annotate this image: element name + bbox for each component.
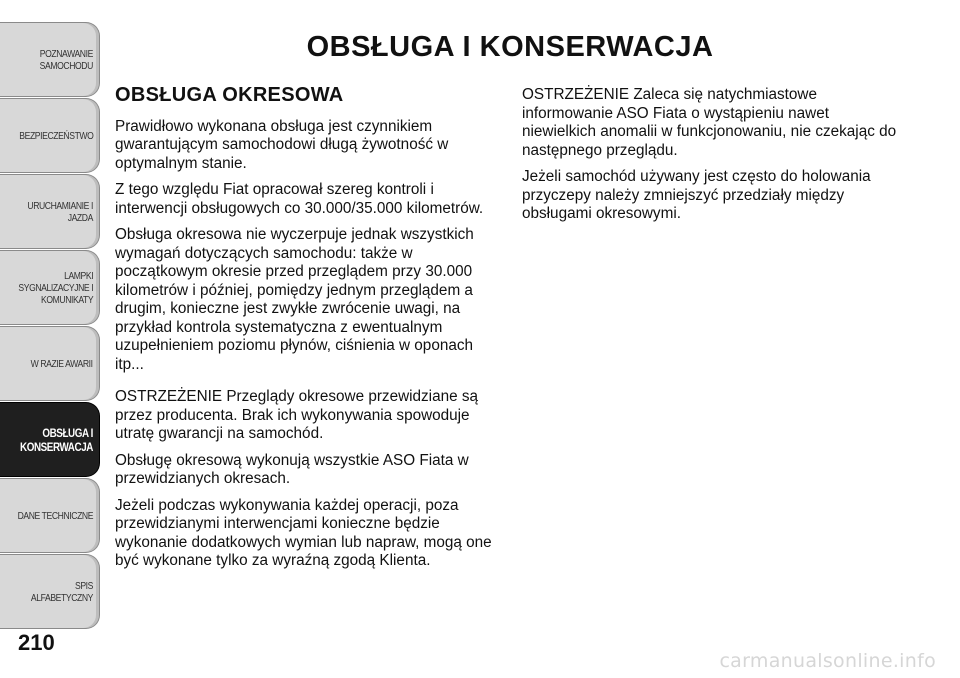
watermark: carmanualsonline.info [719, 650, 936, 672]
chapter-sidebar [0, 22, 100, 630]
tab-label: URUCHAMIANIE I JAZDA [27, 199, 93, 224]
tab-bezpieczenstwo[interactable] [0, 98, 100, 173]
paragraph: Jeżeli podczas wykonywania każdej operacji, poza przewidzianymi interwencjami konieczne będzie wykonanie dodatkowych wymian lub napraw, mogą one być wykonane tylko za wyraźną zgodą Klienta. [115, 496, 492, 569]
tab-label: W RAZIE AWARII [30, 357, 93, 370]
tab-obsluga-i-konserwacja[interactable] [0, 402, 100, 477]
paragraph: Obsługa okresowa nie wyczerpuje jednak wszystkich wymagań dotyczących samochodu: także w początkowym okresie przed przeglądem przy 30.000 kilometrów i później, pomiędzy jednym przeglądem a drugim, konieczne jest zwykłe zwrócenie uwagi, na przykład kontrola systematyczna z ewentualnym uzupełnieniem poziomu płynów, ciśnienia w oponach itp... [115, 226, 474, 373]
section-heading: OBSŁUGA OKRESOWA [115, 84, 344, 106]
tab-dane-techniczne[interactable] [0, 478, 100, 553]
paragraph: Z tego względu Fiat opracował szereg kontroli i interwencji obsługowych co 30.000/35.000 kilometrów. [115, 181, 484, 217]
warning-paragraph: OSTRZEŻENIE Przeglądy okresowe przewidziane są przez producenta. Brak ich wykonywania spowoduje utratę gwarancji na samochód. [115, 388, 479, 442]
tab-label: DANE TECHNICZNE [17, 509, 93, 522]
tab-uruchamianie-i-jazda[interactable] [0, 174, 100, 249]
tab-w-razie-awarii[interactable] [0, 326, 100, 401]
left-column [115, 86, 495, 579]
tab-lampki-sygnalizacyjne[interactable] [0, 250, 100, 325]
tab-spis-alfabetyczny[interactable] [0, 554, 100, 629]
tab-label: POZNAWANIE SAMOCHODU [39, 47, 93, 72]
chapter-title: OBSŁUGA I KONSERWACJA [306, 31, 714, 64]
paragraph: Jeżeli samochód używany jest często do holowania przyczepy należy zmniejszyć przedziały między obsługami okresowymi. [522, 168, 871, 222]
tab-label: SPIS ALFABETYCZNY [30, 579, 93, 604]
tab-label: BEZPIECZEŃSTWO [18, 129, 93, 142]
right-column [522, 86, 907, 232]
paragraph: Obsługę okresową wykonują wszystkie ASO Fiata w przewidzianych okresach. [115, 451, 469, 487]
paragraph: Prawidłowo wykonana obsługa jest czynnikiem gwarantującym samochodowi długą żywotność w optymalnym stanie. [115, 117, 449, 172]
tab-label: LAMPKI SYGNALIZACYJNE I KOMUNIKATY [18, 269, 93, 306]
warning-paragraph: OSTRZEŻENIE Zaleca się natychmiastowe informowanie ASO Fiata o wystąpieniu nawet niewielkich anomalii w funkcjonowaniu, nie czekając do następnego przeglądu. [522, 86, 897, 159]
tab-poznawanie-samochodu[interactable] [0, 22, 100, 97]
tab-label: OBSŁUGA I KONSERWACJA [20, 425, 93, 454]
page-number: 210 [18, 630, 55, 655]
